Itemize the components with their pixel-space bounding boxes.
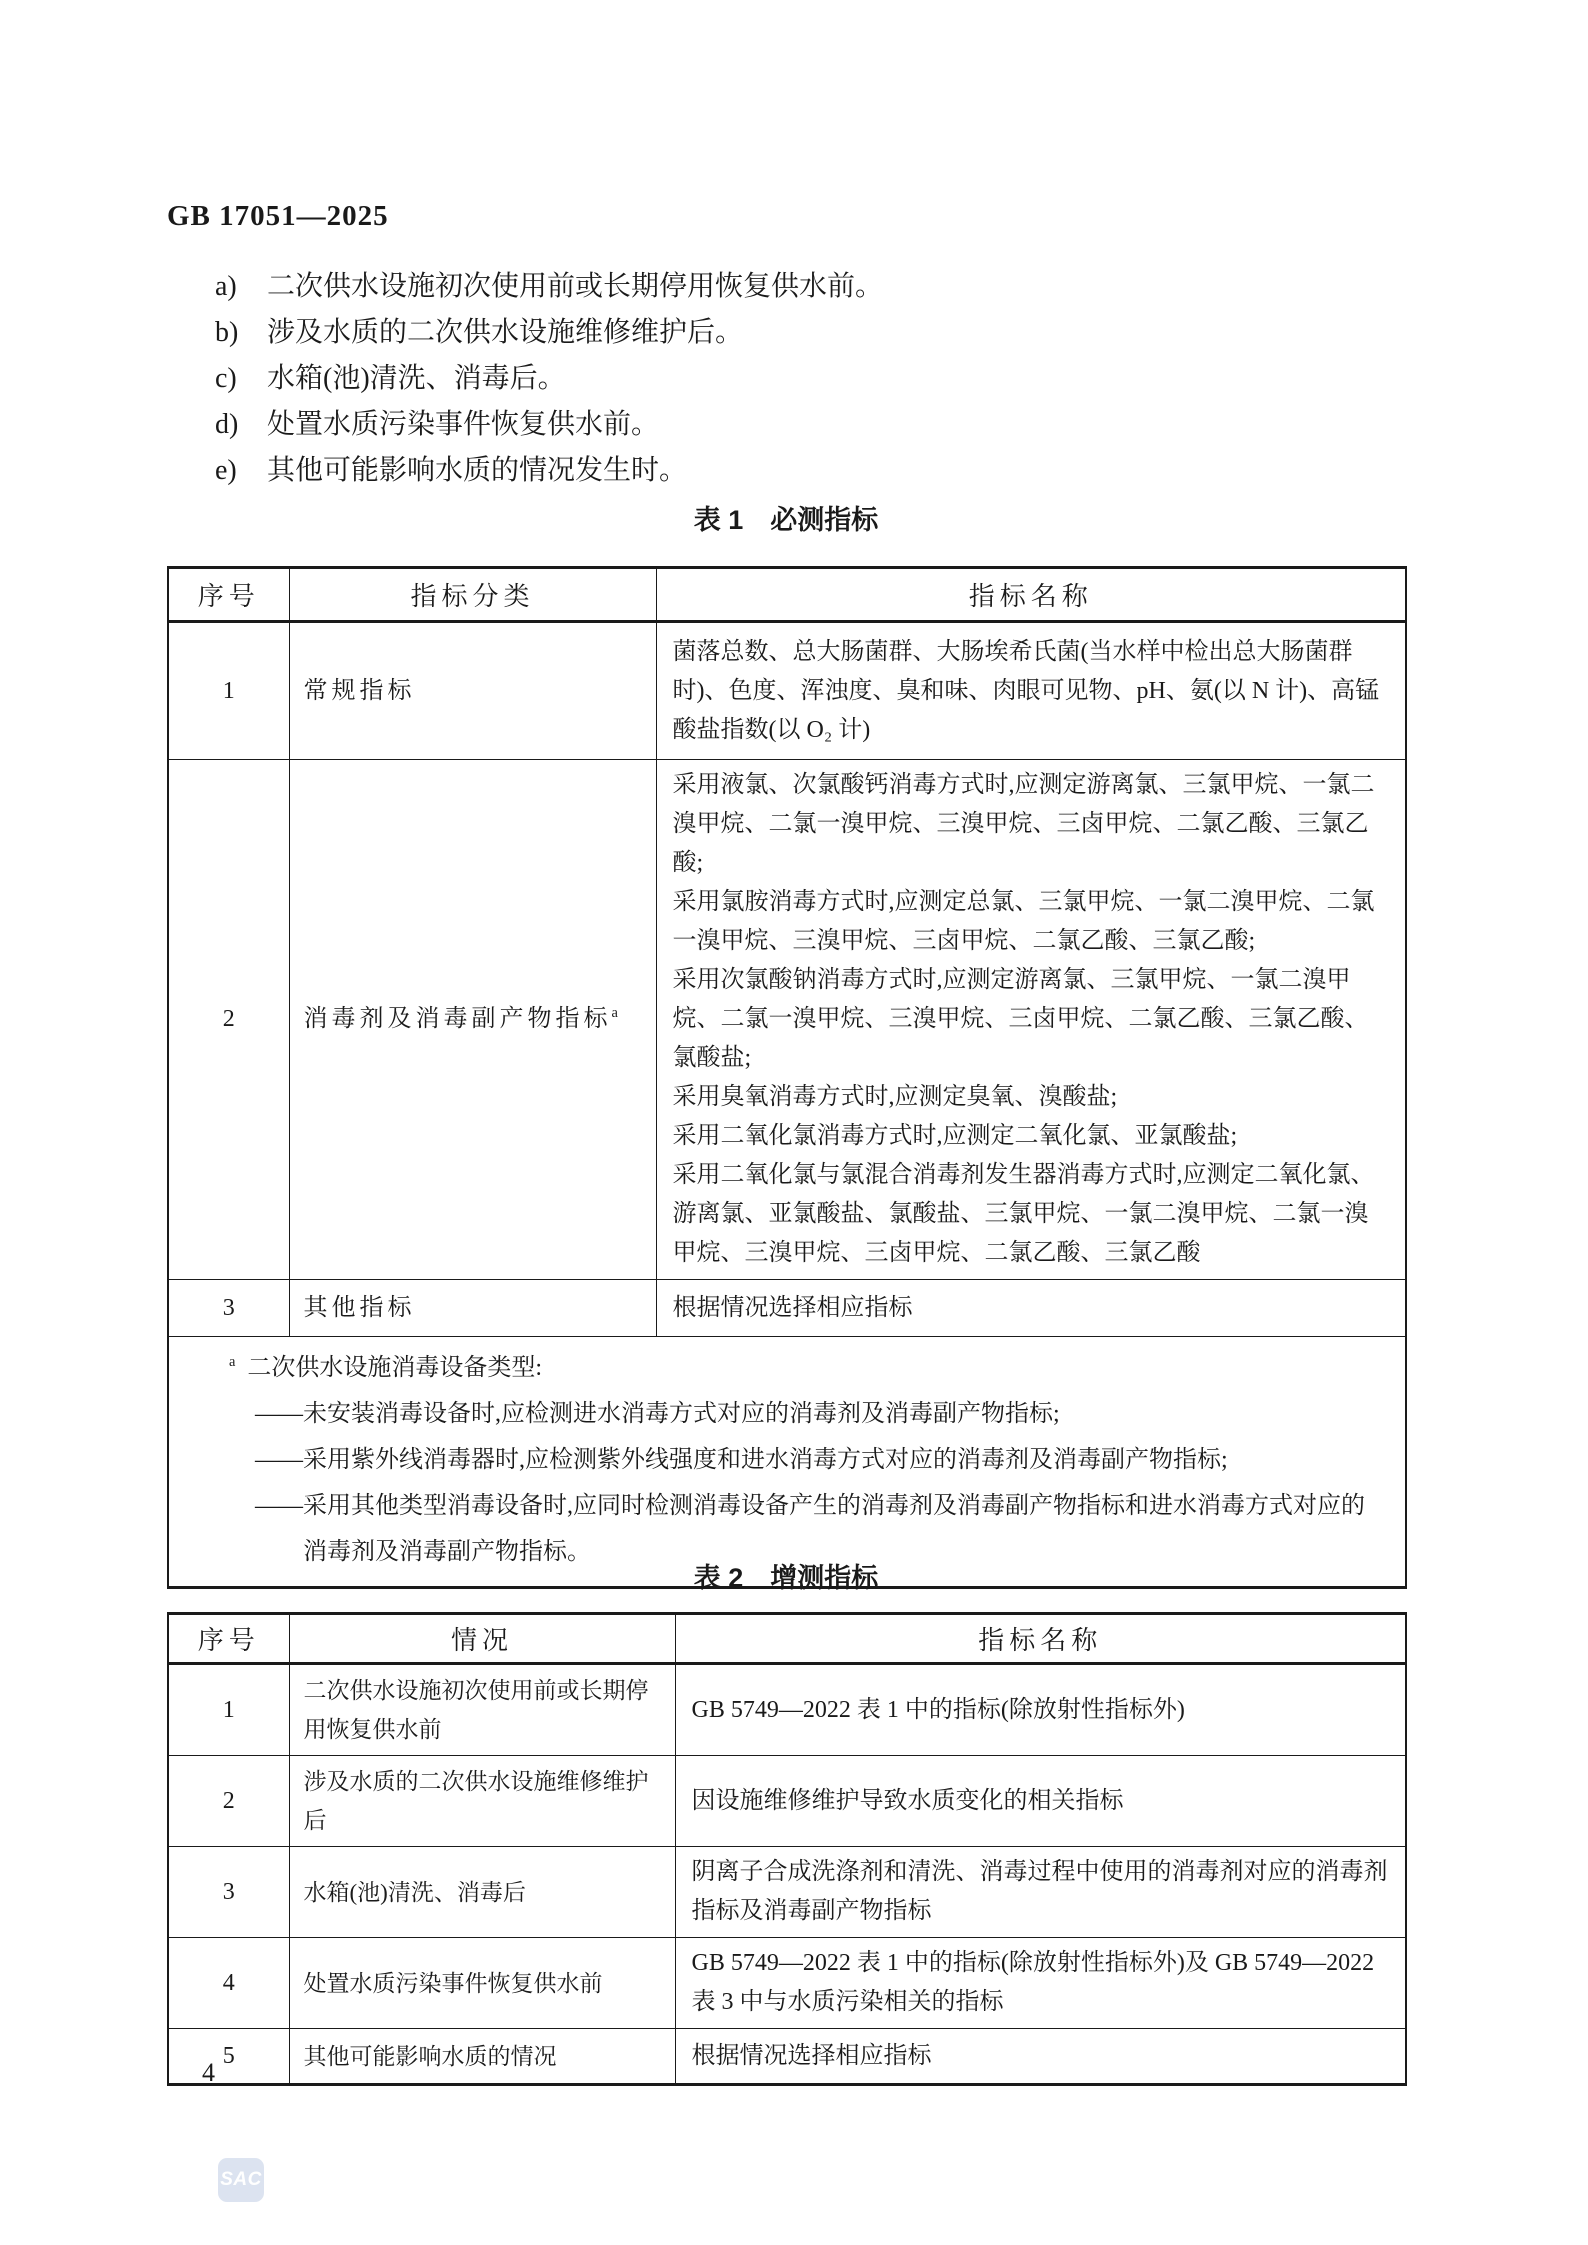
page-number: 4	[202, 2058, 215, 2087]
list-item-label: c)	[215, 363, 237, 394]
row-number-cell: 4	[168, 1938, 289, 2029]
indicator-line: 根据情况选择相应指标	[672, 1294, 913, 1321]
column-header-no: 序号	[168, 1614, 289, 1664]
category-cell: 常规指标	[289, 622, 656, 760]
table-row	[168, 1847, 1406, 1938]
standard-number: GB 17051—2025	[167, 200, 389, 232]
footnote-item: ——未安装消毒设备时,应检测进水消毒方式对应的消毒剂及消毒副产物指标;	[255, 1401, 1060, 1427]
list-item-text: 处置水质污染事件恢复供水前。	[267, 409, 660, 440]
row-number-cell: 5	[168, 2029, 289, 2085]
list-item-label: d)	[215, 409, 239, 440]
indicator-line: GB 5749—2022 表 1 中的指标(除放射性指标外)及 GB 5749—2022 表 3 中与水质污染相关的指标	[691, 1950, 1375, 2015]
list-item	[215, 410, 1405, 440]
footnote-item: ——采用其他类型消毒设备时,应同时检测消毒设备产生的消毒剂及消毒副产物指标和进水消毒方式对应的消毒剂及消毒副产物指标。	[255, 1493, 1365, 1565]
list-item-text: 二次供水设施初次使用前或长期停用恢复供水前。	[267, 271, 884, 302]
row-number-cell: 1	[168, 1664, 289, 1756]
situation-cell: 处置水质污染事件恢复供水前	[289, 1938, 675, 2029]
table1-caption: 表 1 必测指标	[693, 505, 879, 535]
column-header-indicator: 指标名称	[675, 1614, 1406, 1664]
list-item	[215, 272, 1405, 302]
indicator-line: 采用臭氧消毒方式时,应测定臭氧、溴酸盐;	[672, 1084, 1118, 1110]
situation-cell: 涉及水质的二次供水设施维修维护后	[289, 1756, 675, 1847]
indicators-cell	[675, 1938, 1406, 2029]
list-item	[215, 456, 1405, 486]
table-row	[168, 1280, 1406, 1337]
situation-cell: 其他可能影响水质的情况	[289, 2029, 675, 2085]
table-footnote-row	[168, 1337, 1406, 1588]
list-item-text: 其他可能影响水质的情况发生时。	[267, 455, 688, 486]
table-row	[168, 1938, 1406, 2029]
table-row	[168, 622, 1406, 760]
indicator-line: 菌落总数、总大肠菌群、大肠埃希氏菌(当水样中检出总大肠菌群时)、色度、浑浊度、臭和味、肉眼可见物、pH、氨(以 N 计)、高锰酸盐指数(以 O₂ 计)	[672, 638, 1380, 743]
column-header-indicator: 指标名称	[656, 568, 1406, 622]
list-item-label: b)	[215, 317, 239, 348]
table-row	[168, 1664, 1406, 1756]
indicator-line: 采用二氧化氯与氯混合消毒剂发生器消毒方式时,应测定二氧化氯、游离氯、亚氯酸盐、氯酸盐、三氯甲烷、一氯二溴甲烷、二氯一溴甲烷、三溴甲烷、三卤甲烷、二氯乙酸、三氯乙酸	[672, 1162, 1375, 1266]
list-item-label: a)	[215, 271, 237, 302]
table-row	[168, 1756, 1406, 1847]
indicators-cell	[656, 1280, 1406, 1337]
row-number-cell: 2	[168, 760, 289, 1280]
list-item	[215, 364, 1405, 394]
indicators-cell	[675, 2029, 1406, 2085]
list-item-text: 涉及水质的二次供水设施维修维护后。	[267, 317, 744, 348]
list-item-label: e)	[215, 455, 237, 486]
table2-additional-indicators	[167, 1612, 1407, 2086]
table1-required-indicators	[167, 566, 1407, 1589]
category-cell: 消毒剂及消毒副产物指标$^a$	[289, 760, 656, 1280]
category-cell: 其他指标	[289, 1280, 656, 1337]
table-header-row	[168, 1614, 1406, 1664]
row-number-cell: 2	[168, 1756, 289, 1847]
indicators-cell	[656, 622, 1406, 760]
list-item-text: 水箱(池)清洗、消毒后。	[267, 363, 566, 394]
column-header-no: 序号	[168, 568, 289, 622]
column-header-situation: 情况	[289, 1614, 675, 1664]
indicator-line: 根据情况选择相应指标	[691, 2042, 932, 2069]
indicators-cell	[656, 760, 1406, 1280]
intro-list	[215, 272, 1405, 502]
indicator-line: GB 5749—2022 表 1 中的指标(除放射性指标外)	[691, 1696, 1185, 1723]
indicator-line: 采用二氧化氯消毒方式时,应测定二氧化氯、亚氯酸盐;	[672, 1123, 1238, 1149]
list-item	[215, 318, 1405, 348]
row-number-cell: 3	[168, 1847, 289, 1938]
footnote-title: $^a$ 二次供水设施消毒设备类型:	[229, 1354, 543, 1381]
column-header-category: 指标分类	[289, 568, 656, 622]
table-header-row	[168, 568, 1406, 622]
indicator-line: 采用氯胺消毒方式时,应测定总氯、三氯甲烷、一氯二溴甲烷、二氯一溴甲烷、三溴甲烷、三卤甲烷、二氯乙酸、三氯乙酸;	[672, 889, 1375, 954]
sac-logo-text: SAC	[220, 2169, 262, 2190]
table-row	[168, 760, 1406, 1280]
situation-cell: 二次供水设施初次使用前或长期停用恢复供水前	[289, 1664, 675, 1756]
indicator-line: 阴离子合成洗涤剂和清洗、消毒过程中使用的消毒剂对应的消毒剂指标及消毒副产物指标	[691, 1859, 1388, 1924]
indicators-cell	[675, 1847, 1406, 1938]
table2-caption: 表 2 增测指标	[693, 1563, 879, 1593]
indicators-cell	[675, 1756, 1406, 1847]
situation-cell: 水箱(池)清洗、消毒后	[289, 1847, 675, 1938]
sac-logo	[218, 2158, 264, 2202]
footnote-marker: a	[229, 1354, 236, 1370]
row-number-cell: 1	[168, 622, 289, 760]
table-row	[168, 2029, 1406, 2085]
footnote-ref: a	[611, 1005, 622, 1021]
table-footnote	[168, 1337, 1406, 1588]
footnote-item: ——采用紫外线消毒器时,应检测紫外线强度和进水消毒方式对应的消毒剂及消毒副产物指标;	[255, 1447, 1228, 1473]
indicator-line: 采用液氯、次氯酸钙消毒方式时,应测定游离氯、三氯甲烷、一氯二溴甲烷、二氯一溴甲烷、三溴甲烷、三卤甲烷、二氯乙酸、三氯乙酸;	[672, 772, 1375, 876]
row-number-cell: 3	[168, 1280, 289, 1337]
indicator-line: 采用次氯酸钠消毒方式时,应测定游离氯、三氯甲烷、一氯二溴甲烷、二氯一溴甲烷、三溴甲烷、三卤甲烷、二氯乙酸、三氯乙酸、氯酸盐;	[672, 967, 1369, 1071]
indicator-line: 因设施维修维护导致水质变化的相关指标	[691, 1787, 1124, 1814]
indicators-cell	[675, 1664, 1406, 1756]
